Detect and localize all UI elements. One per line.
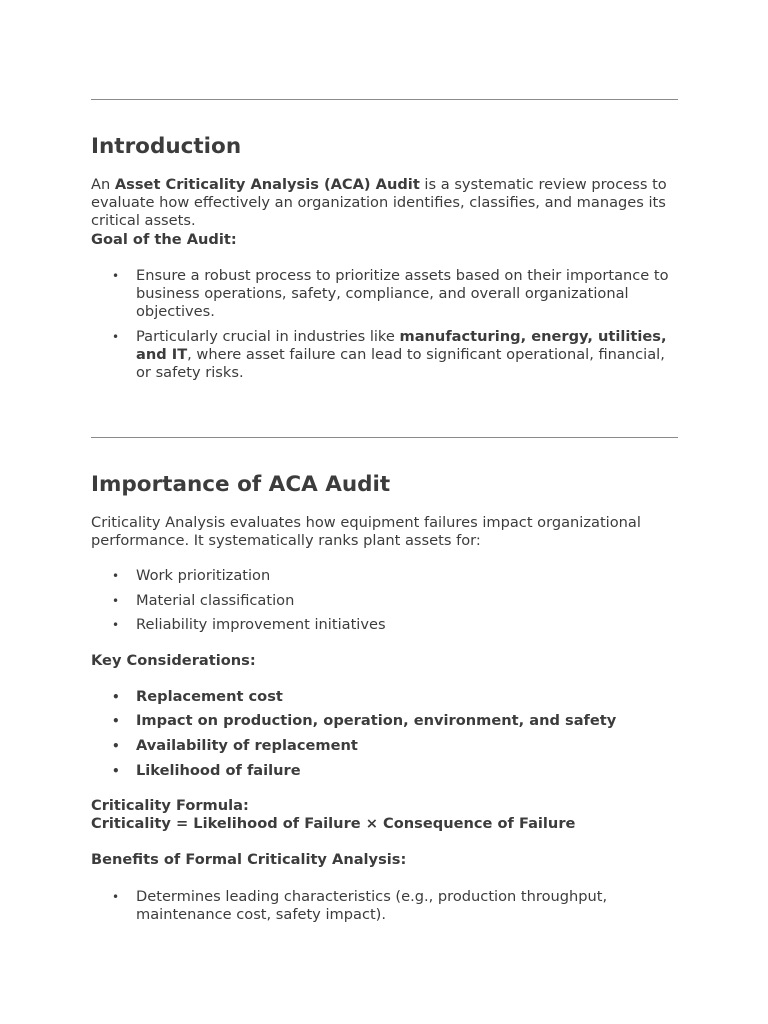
list-item: • Impact on production, operation, environment, and safety (136, 712, 678, 730)
intro-text-suffix: is a systematic review process to evaluate how effectively an organization identifies, classifies, and manages its critical assets. (91, 176, 667, 230)
list-item: • Replacement cost (136, 688, 678, 706)
goal-item-suffix: , where asset failure can lead to significant operational, financial, or safety risks. (136, 346, 665, 382)
industries-term: manufacturing, energy, utilities, and IT (136, 327, 667, 364)
importance-paragraph: Criticality Analysis evaluates how equipment failures impact organizational performance. It systematically ranks plant assets for: (91, 513, 641, 549)
document-page (91, 0, 678, 924)
list-item: • Availability of replacement (136, 737, 678, 755)
introduction-section (91, 133, 678, 383)
divider-middle (91, 437, 678, 438)
key-considerations-label: Key Considerations: (91, 651, 256, 669)
list-item: • Reliability improvement initiatives (136, 616, 678, 634)
importance-heading: Importance of ACA Audit (91, 471, 391, 497)
goal-item: • Ensure a robust process to prioritize assets based on their importance to business operations, safety, compliance, and overall organizational objectives. (136, 267, 678, 322)
considerations-list (91, 688, 678, 780)
benefits-label: Benefits of Formal Criticality Analysis: (91, 851, 407, 869)
goal-list (91, 267, 678, 383)
goal-item-prefix: Particularly crucial in industries like (136, 327, 400, 345)
ranking-list (91, 567, 678, 635)
introduction-heading: Introduction (91, 134, 242, 159)
list-item: • Material classification (136, 592, 678, 610)
divider-top (91, 99, 678, 100)
goal-label: Goal of the Audit: (91, 230, 237, 248)
list-item: • Likelihood of failure (136, 762, 678, 780)
intro-text-prefix: An (91, 176, 115, 193)
introduction-paragraph (91, 176, 678, 231)
criticality-formula: Criticality = Likelihood of Failure × Consequence of Failure (91, 815, 576, 833)
goal-item (136, 328, 678, 383)
criticality-formula-label: Criticality Formula: (91, 797, 249, 815)
list-item: • Work prioritization (136, 567, 678, 585)
benefits-list (91, 888, 678, 924)
aca-audit-term: Asset Criticality Analysis (ACA) Audit (114, 176, 420, 193)
list-item: • Determines leading characteristics (e.g., production throughput, maintenance cost, safety impact). (136, 888, 678, 924)
importance-section (91, 471, 678, 925)
